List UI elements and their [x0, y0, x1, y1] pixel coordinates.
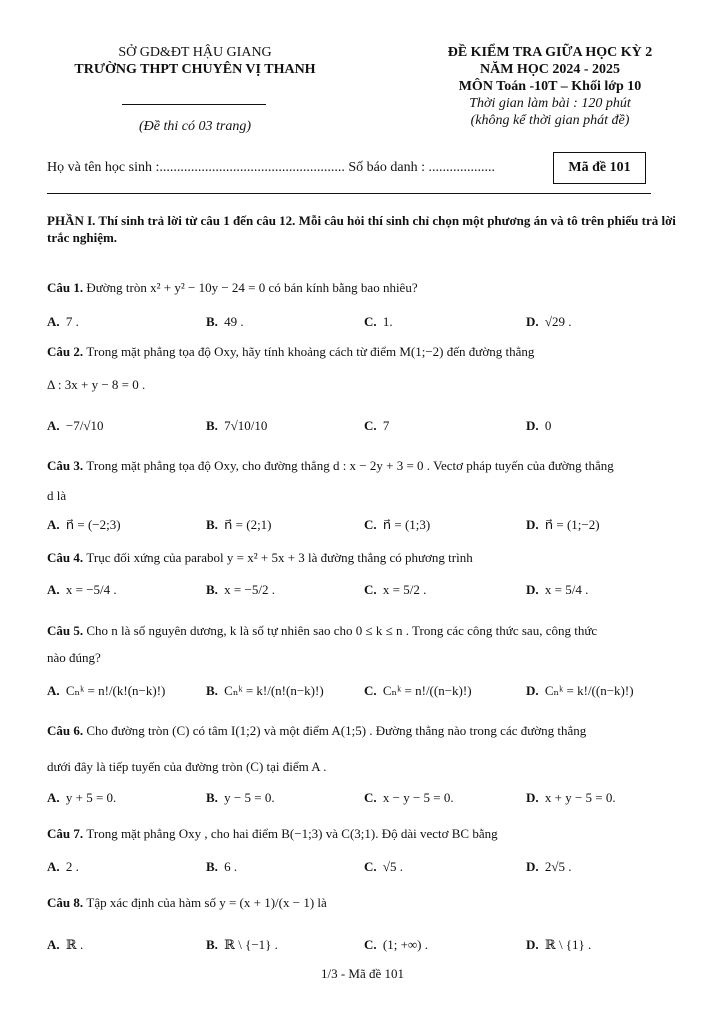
option-value: ℝ \ {1} . — [541, 937, 592, 952]
option-b[interactable] — [206, 937, 278, 953]
question-text-continued: d là — [47, 488, 67, 503]
question-text: Trong mặt phẳng tọa độ Oxy, cho đường thẳng d : x − 2y + 3 = 0 . Vectơ pháp tuyến của đường thẳng — [86, 458, 614, 473]
option-value: n⃗ = (1;3) — [379, 517, 431, 532]
option-value: Cₙᵏ = n!/(k!(n−k)!) — [62, 683, 166, 698]
option-b[interactable] — [206, 418, 267, 434]
header-right — [405, 44, 695, 129]
option-key: B. — [206, 859, 218, 874]
option-key: A. — [47, 790, 60, 805]
page-footer: 1/3 - Mã đề 101 — [320, 966, 405, 981]
dept-name: SỞ GD&ĐT HẬU GIANG — [118, 45, 272, 60]
student-info-line: Họ và tên học sinh :..................................................... Số báo danh : ................... — [47, 160, 495, 175]
option-c[interactable] — [364, 683, 472, 699]
option-c[interactable] — [364, 859, 403, 875]
subject: MÔN Toán -10T – Khối lớp 10 — [458, 79, 642, 94]
option-value: √5 . — [379, 859, 404, 874]
question-label: Câu 4. — [47, 550, 87, 565]
option-value: (1; +∞) . — [379, 937, 429, 952]
question-7 — [47, 826, 498, 842]
option-key: A. — [47, 582, 60, 597]
option-a[interactable] — [47, 582, 117, 598]
question-4 — [47, 550, 473, 566]
question-1 — [47, 280, 418, 296]
option-value: 1. — [379, 314, 393, 329]
option-value: x = −5/4 . — [62, 582, 117, 597]
option-value: 6 . — [220, 859, 238, 874]
option-key: B. — [206, 790, 218, 805]
option-value: 7 . — [62, 314, 79, 329]
option-value: n⃗ = (−2;3) — [62, 517, 121, 532]
option-key: A. — [47, 314, 60, 329]
option-key: B. — [206, 582, 218, 597]
option-key: A. — [47, 859, 60, 874]
question-text-continued: nào đúng? — [47, 650, 101, 665]
option-key: D. — [526, 859, 539, 874]
option-key: D. — [526, 790, 539, 805]
option-value: Cₙᵏ = k!/((n−k)!) — [541, 683, 634, 698]
question-label: Câu 6. — [47, 723, 87, 738]
option-d[interactable] — [526, 418, 551, 434]
option-value: Cₙᵏ = n!/((n−k)!) — [379, 683, 472, 698]
exam-title: ĐỀ KIỂM TRA GIỮA HỌC KỲ 2 — [447, 45, 653, 60]
option-c[interactable] — [364, 418, 389, 434]
question-3 — [47, 458, 614, 474]
header-divider — [122, 104, 266, 105]
school-year: NĂM HỌC 2024 - 2025 — [480, 62, 620, 77]
option-value: 49 . — [220, 314, 244, 329]
option-c[interactable] — [364, 517, 430, 533]
question-text: Tập xác định của hàm số y = (x + 1)/(x − 1) là — [86, 895, 327, 910]
option-value: x = −5/2 . — [220, 582, 275, 597]
question-label: Câu 1. — [47, 280, 87, 295]
exam-code-box: Mã đề 101 — [553, 152, 646, 184]
option-key: D. — [526, 683, 539, 698]
option-b[interactable] — [206, 517, 272, 533]
pages-note: (Đề thi có 03 trang) — [139, 119, 251, 134]
option-value: ℝ \ {−1} . — [220, 937, 278, 952]
option-a[interactable] — [47, 314, 79, 330]
question-label: Câu 2. — [47, 344, 87, 359]
option-value: −7/√10 — [62, 418, 104, 433]
option-key: C. — [364, 517, 377, 532]
option-key: B. — [206, 937, 218, 952]
option-key: A. — [47, 418, 60, 433]
option-a[interactable] — [47, 683, 165, 699]
option-d[interactable] — [526, 790, 616, 806]
question-text: Cho đường tròn (C) có tâm I(1;2) và một điểm A(1;5) . Đường thẳng nào trong các đường thẳng — [86, 723, 587, 738]
option-d[interactable] — [526, 582, 588, 598]
option-key: C. — [364, 937, 377, 952]
option-value: n⃗ = (2;1) — [220, 517, 272, 532]
option-b[interactable] — [206, 582, 275, 598]
option-key: C. — [364, 859, 377, 874]
question-text: Trong mặt phẳng Oxy , cho hai điểm B(−1;3) và C(3;1). Độ dài vectơ BC bằng — [86, 826, 498, 841]
option-c[interactable] — [364, 790, 454, 806]
option-value: x − y − 5 = 0. — [379, 790, 454, 805]
option-key: C. — [364, 683, 377, 698]
option-value: 2 . — [62, 859, 79, 874]
option-b[interactable] — [206, 790, 275, 806]
option-d[interactable] — [526, 517, 600, 533]
option-c[interactable] — [364, 314, 393, 330]
question-6 — [47, 723, 586, 739]
option-value: Cₙᵏ = k!/(n!(n−k)!) — [220, 683, 324, 698]
option-a[interactable] — [47, 418, 103, 434]
option-key: D. — [526, 314, 539, 329]
question-text-continued: dưới đây là tiếp tuyến của đường tròn (C) tại điểm A . — [47, 759, 327, 774]
option-value: x = 5/2 . — [379, 582, 427, 597]
option-d[interactable] — [526, 314, 572, 330]
option-c[interactable] — [364, 582, 426, 598]
header-rule — [47, 193, 651, 194]
option-key: A. — [47, 937, 60, 952]
part-title: PHẦN I. Thí sinh trả lời từ câu 1 đến câu 12. Mỗi câu hỏi thí sinh chỉ chọn một phương án và tô trên phiếu trả lời trắc nghiệm. — [47, 213, 676, 245]
option-value: 7√10/10 — [220, 418, 268, 433]
option-b[interactable] — [206, 683, 324, 699]
question-label: Câu 5. — [47, 623, 87, 638]
question-5 — [47, 623, 597, 639]
option-key: B. — [206, 314, 218, 329]
option-value: ℝ . — [62, 937, 84, 952]
option-value: 0 — [541, 418, 552, 433]
option-value: x + y − 5 = 0. — [541, 790, 616, 805]
header-left — [30, 44, 360, 78]
option-a[interactable] — [47, 937, 83, 953]
school-name: TRƯỜNG THPT CHUYÊN VỊ THANH — [74, 62, 316, 77]
option-key: A. — [47, 683, 60, 698]
option-key: D. — [526, 937, 539, 952]
option-key: C. — [364, 314, 377, 329]
option-value: n⃗ = (1;−2) — [541, 517, 600, 532]
option-key: D. — [526, 517, 539, 532]
option-key: B. — [206, 418, 218, 433]
question-2 — [47, 344, 534, 360]
option-key: C. — [364, 418, 377, 433]
question-text-continued: Δ : 3x + y − 8 = 0 . — [47, 377, 146, 392]
option-a[interactable] — [47, 517, 121, 533]
question-text: Cho n là số nguyên dương, k là số tự nhiên sao cho 0 ≤ k ≤ n . Trong các công thức sau, công thức — [86, 623, 598, 638]
option-c[interactable] — [364, 937, 428, 953]
option-value: √29 . — [541, 314, 572, 329]
option-key: C. — [364, 582, 377, 597]
option-key: B. — [206, 517, 218, 532]
option-b[interactable] — [206, 314, 244, 330]
option-key: D. — [526, 418, 539, 433]
option-d[interactable] — [526, 859, 572, 875]
option-value: 7 — [379, 418, 390, 433]
option-value: 2√5 . — [541, 859, 572, 874]
question-label: Câu 7. — [47, 826, 87, 841]
option-key: B. — [206, 683, 218, 698]
option-a[interactable] — [47, 790, 116, 806]
question-label: Câu 8. — [47, 895, 87, 910]
time-limit: Thời gian làm bài : 120 phút — [469, 96, 631, 111]
question-label: Câu 3. — [47, 458, 87, 473]
option-b[interactable] — [206, 859, 237, 875]
time-note: (không kể thời gian phát đề) — [470, 113, 630, 128]
question-text: Trục đối xứng của parabol y = x² + 5x + 3 là đường thẳng có phương trình — [86, 550, 473, 565]
option-key: C. — [364, 790, 377, 805]
question-text: Trong mặt phẳng tọa độ Oxy, hãy tính khoảng cách từ điểm M(1;−2) đến đường thẳng — [86, 344, 535, 359]
option-d[interactable] — [526, 683, 634, 699]
question-8 — [47, 895, 327, 911]
question-text: Đường tròn x² + y² − 10y − 24 = 0 có bán kính bằng bao nhiêu? — [86, 280, 418, 295]
option-value: y + 5 = 0. — [62, 790, 117, 805]
option-key: A. — [47, 517, 60, 532]
option-d[interactable] — [526, 937, 591, 953]
option-value: y − 5 = 0. — [220, 790, 275, 805]
option-value: x = 5/4 . — [541, 582, 589, 597]
option-a[interactable] — [47, 859, 79, 875]
option-key: D. — [526, 582, 539, 597]
